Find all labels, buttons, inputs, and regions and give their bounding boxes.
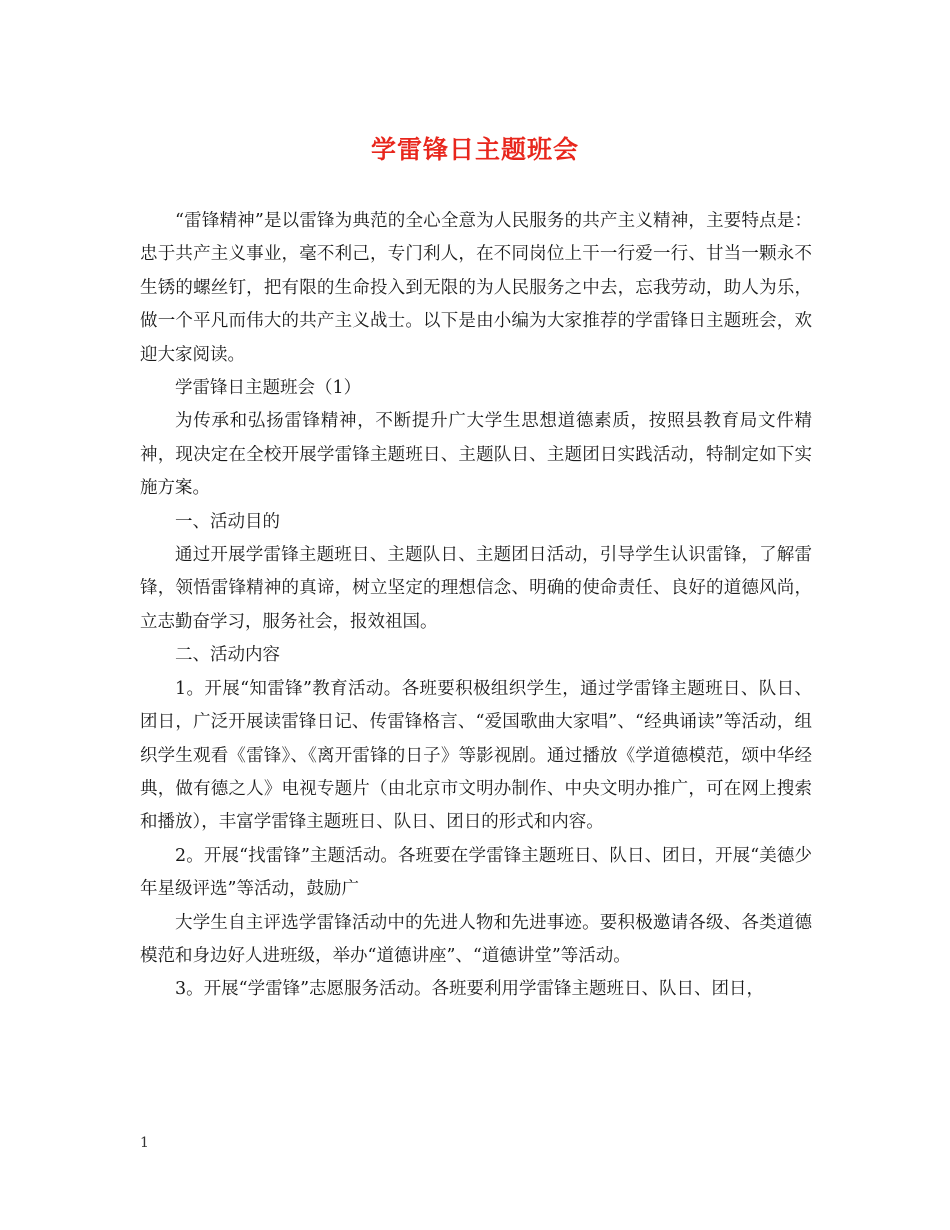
paragraph: 通过开展学雷锋主题班日、主题队日、主题团日活动，引导学生认识雷锋，了解雷锋，领悟雷锋精神的真谛，树立坚定的理想信念、明确的使命责任、良好的道德风尚，立志勤奋学习，服务社会，报效祖国。 bbox=[140, 545, 812, 632]
paragraph: 1。开展“知雷锋”教育活动。各班要积极组织学生，通过学雷锋主题班日、队日、团日，广泛开展读雷锋日记、传雷锋格言、“爱国歌曲大家唱”、“经典诵读”等活动，组织学生观看《雷锋》、《离开雷锋的日子》等影视剧。通过播放《学道德模范，颂中华经典，做有德之人》电视专题片（由北京市文明办制作、中央文明办推广，可在网上搜索和播放），丰富学雷锋主题班日、队日、团日的形式和内容。 bbox=[140, 678, 812, 833]
page-number: 1 bbox=[140, 1135, 149, 1151]
paragraph: 3。开展“学雷锋”志愿服务活动。各班要利用学雷锋主题班日、队日、团日， bbox=[175, 979, 765, 1000]
section-heading: 二、活动内容 bbox=[175, 645, 280, 666]
paragraph: 2。开展“找雷锋”主题活动。各班要在学雷锋主题班日、队日、团日，开展“美德少年星级评选”等活动，鼓励广 bbox=[140, 845, 812, 900]
document-body bbox=[140, 205, 812, 1007]
document-title: 学雷锋日主题班会 bbox=[370, 135, 579, 164]
section-heading: 一、活动目的 bbox=[175, 511, 280, 532]
paragraph: 学雷锋日主题班会（1） bbox=[175, 378, 362, 399]
paragraph: “雷锋精神”是以雷锋为典范的全心全意为人民服务的共产主义精神，主要特点是：忠于共产主义事业，毫不利己，专门利人，在不同岗位上干一行爱一行、甘当一颗永不生锈的螺丝钉，把有限的生命投入到无限的为人民服务之中去，忘我劳动，助人为乐，做一个平凡而伟大的共产主义战士。以下是由小编为大家推荐的学雷锋日主题班会，欢迎大家阅读。 bbox=[140, 211, 812, 365]
paragraph: 大学生自主评选学雷锋活动中的先进人物和先进事迹。要积极邀请各级、各类道德模范和身边好人进班级，举办“道德讲座”、“道德讲堂”等活动。 bbox=[140, 912, 812, 966]
paragraph: 为传承和弘扬雷锋精神，不断提升广大学生思想道德素质，按照县教育局文件精神，现决定在全校开展学雷锋主题班日、主题队日、主题团日实践活动，特制定如下实施方案。 bbox=[140, 411, 812, 499]
